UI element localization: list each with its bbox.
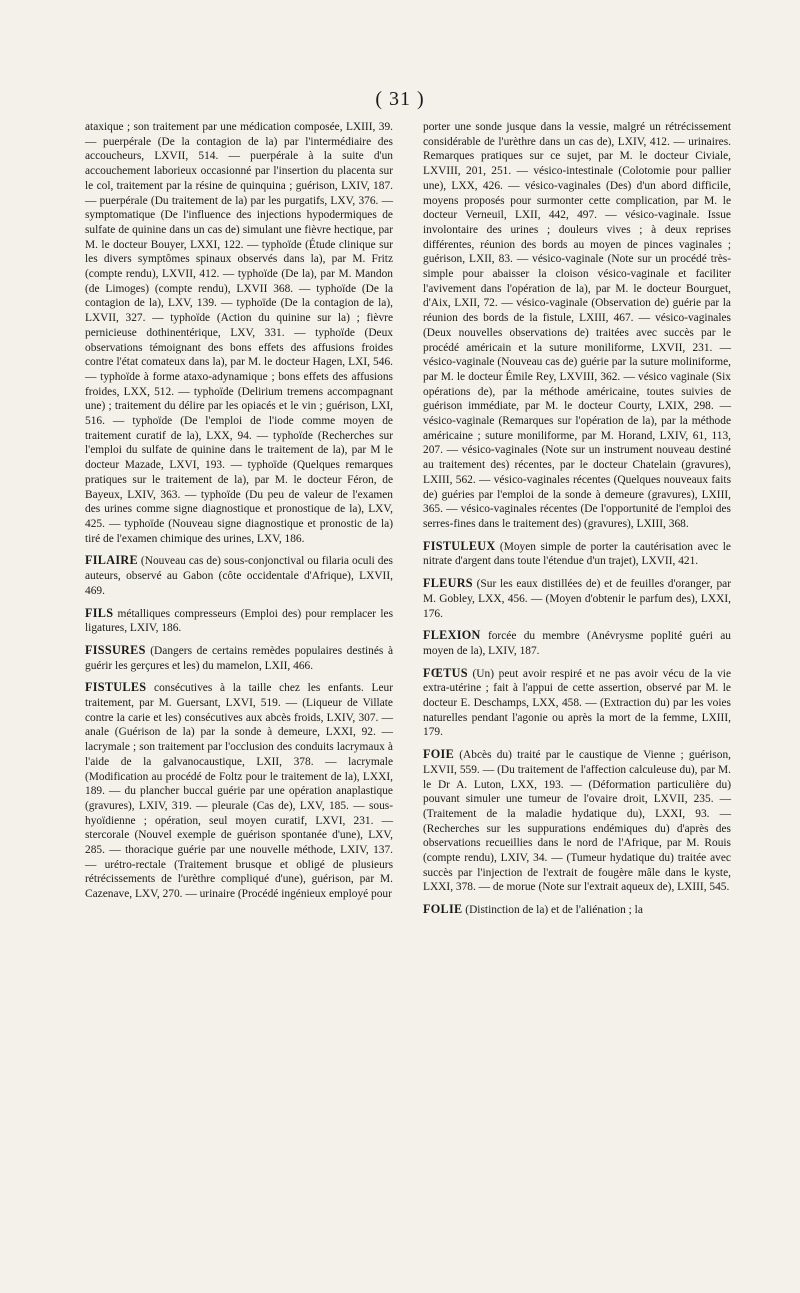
entry-heading: FOIE [423, 747, 454, 762]
index-entry: FOLIE (Distinction de la) et de l'aliénation ; la [423, 902, 643, 917]
index-entry: porter une sonde jusque dans la vessie, malgré un rétrécissement considérable de l'urèthre dans un cas de), LXIV, 412. — urinaires. Remarques pratiques sur ce sujet, par M. le docteur Civiale, LXVIII, 201, 251. — vésico-intestinale (Colotomie pour pallier une), LXX, 426. — vésico-vaginales (Des) d'un abord difficile, moyens proposés pour surmonter cette complication, par M. le docteur Verneuil, LXII, 442, 497. — vésico-vaginale. Issue involontaire des urines ; douleurs vives ; à deux reprises différentes, réunion des bords au moyen de pinces vaginales ; guérison, LXII, 83. — vésico-vaginale (Note sur un procédé très-simple pour abaisser la cloison vésico-vaginale et faciliter l'avivement dans l'opération de la), par M. le docteur Bourguet, d'Aix, LXII, 72. — vésico-vaginale (Observation de) guérie par la réunion des bords de la fistule, LXIII, 467. — vésico-vaginales (Deux nouvelles observations de) traitées avec succès par le procédé américain et la suture moniliforme, LXVII, 231. — vésico-vaginale (Nouveau cas de) guérie par la suture moliniforme, par M. le docteur Émile Rey, LXVIII, 362. — vésico vaginale (Six opérations de), par la méthode américaine, toutes suivies de guérison immédiate, par M. le docteur Courty, LXIX, 298. — vésico-vaginale (Remarques sur l'opération de la), par la méthode américaine ; suture moniliforme, par M. Horand, LXIV, 61, 113, 207. — vésico-vaginales (Note sur un instrument nouveau destiné au traitement des) récentes, par le docteur Chatelain (gravures), LXIII, 562. — vésico-vaginales récentes (Quelques nouveaux faits de) guéries par l'emploi de la sonde à demeure (gravures), LXIII, 365. — vésico-vaginales récentes (De l'opportunité de l'emploi des serres-fines dans le traitement des) (gravures), LXIII, 368. [423, 121, 731, 530]
index-entry: FOIE (Abcès du) traité par le caustique de Vienne ; guérison, LXVII, 559. — (Du traitement de l'affection calculeuse du), par M. le Dr A. Luton, LXX, 193. — (Déformation particulière du) pouvant simuler une tumeur de l'ovaire droit, LXVII, 235. — (Traitement de la maladie hydatique du), LXXI, 93. — (Recherches sur les suppurations endémiques du) d'après des observations recueillies dans le nord de l'Afrique, par M. Rouis (compte rendu), LXIV, 34. — (Tumeur hydatique du) traitée avec succès par l'injection de l'extrait de fougère mâle dans le kyste, LXXI, 378. — de morue (Note sur l'extrait aqueux de), LXIII, 545. [423, 747, 731, 894]
page-number: ( 31 ) [375, 88, 425, 110]
entry-heading: FISTULES [85, 680, 147, 695]
entry-heading: FISTULEUX [423, 538, 496, 553]
index-entry: FILAIRE (Nouveau cas de) sous-conjonctival ou filaria oculi des auteurs, observé au Gabon (côte occidentale d'Afrique), LXVII, 469. [85, 553, 393, 597]
index-entry: FISTULES consécutives à la taille chez les enfants. Leur traitement, par M. Guersant, LXVI, 519. — (Liqueur de Villate contre la carie et les) consécutives aux abcès froids, LXIV, 307. — anale (Guérison de la) par la sonde à demeure, LXXI, 92. — lacrymale ; son traitement par l'occlusion des conduits lacrymaux à l'aide de la galvanocaustique, LXII, 378. — lacrymale (Modification au procédé de Foltz pour le traitement de la), LXXI, 189. — du plancher buccal guérie par une opération anaplastique (gravures), LXIV, 319. — pleurale (Cas de), LXV, 185. — sous-hyoïdienne ; opération, seul moyen curatif, LXVI, 231. — stercorale (Nouvel exemple de guérison spontanée d'une), LXV, 285. — thoracique guérie par une nouvelle méthode, LXIV, 137. — urétro-rectale (Traitement brusque et obligé de plusieurs rétrécissements de l'urèthre compliqué d'une), guérison, par M. Cazenave, LXV, 270. — urinaire (Procédé ingénieux employé pour [85, 680, 393, 901]
index-entry: FISSURES (Dangers de certains remèdes populaires destinés à guérir les gerçures et les) du mamelon, LXII, 466. [85, 642, 393, 672]
entry-heading: FILS [85, 605, 114, 620]
right-column [423, 120, 731, 925]
index-entry: ataxique ; son traitement par une médication composée, LXIII, 39. — puerpérale (De la contagion de la) par l'intermédiaire des accoucheurs, LXVII, 514. — puerpérale à la suite d'un accouchement laborieux occasionné par l'insertion du placenta sur le col, traitement par la résine de quinquina ; guérison, LXIV, 187. — puerpérale (Du traitement de la) par les purgatifs, LXV, 376. — symptomatique (De l'influence des injections hypodermiques de sulfate de quinine dans un cas de) simulant une fièvre hectique, par M. le docteur Bouyer, LXXI, 122. — typhoïde (Étude clinique sur les divers symptômes spinaux observés dans la), par M. Fritz (compte rendu), LXVII, 412. — typhoïde (De la), par M. Mandon (de Limoges) (compte rendu), LXVII 368. — typhoïde (De la contagion de la), LXV, 139. — typhoïde (De la contagion de la), LXVII, 327. — typhoïde (Action du quinine sur la) ; fièvre pernicieuse dothinentérique, LXV, 331. — typhoïde (Deux observations témoignant des bons effets des affusions froides contre l'état comateux dans la), par M. le docteur Hagen, LXI, 546. — typhoïde à forme ataxo-adynamique ; bons effets des affusions froides, LXX, 512. — typhoïde (Delirium tremens accompagnant une) ; traitement du délire par les opiacés et le vin ; guérison, LXI, 516. — typhoïde (De l'emploi de l'iode comme moyen de traitement curatif de la), LXX, 94. — typhoïde (Recherches sur l'emploi du sulfate de quinine dans le traitement de la), par M le docteur Mazade, LXVI, 193. — typhoïde (Quelques remarques pratiques sur le traitement de la), par M. le docteur Féron, de Bayeux, LXIV, 363. — typhoïde (Du peu de valeur de l'examen des urines comme signe diagnostique et pronostique de la), LXV, 425. — typhoïde (Nouveau signe diagnostique et pronostic de la) tiré de l'examen chimique des urines, LXV, 186. [85, 121, 393, 545]
entry-heading: FISSURES [85, 642, 146, 657]
index-entry: FLEXION forcée du membre (Anévrysme poplité guéri au moyen de la), LXIV, 187. [423, 628, 731, 657]
index-entry: FŒTUS (Un) peut avoir respiré et ne pas avoir vécu de la vie extra-utérine ; fait à l'appui de cette assertion, observé par M. le docteur E. Deschamps, LXX, 458. — (Extraction du) par les voies naturelles pendant l'agonie ou après la mort de la femme, LXIII, 179. [423, 665, 731, 739]
entry-heading: FŒTUS [423, 665, 468, 680]
entry-heading: FILAIRE [85, 553, 138, 568]
entry-heading: FLEURS [423, 576, 473, 591]
index-entry: FILS métalliques compresseurs (Emploi des) pour remplacer les ligatures, LXIV, 186. [85, 605, 393, 635]
index-entry: FISTULEUX (Moyen simple de porter la cautérisation avec le nitrate d'argent dans toute l'étendue d'un trajet), LXVII, 421. [423, 538, 731, 568]
entry-heading: FLEXION [423, 628, 481, 643]
entry-heading: FOLIE [423, 902, 463, 917]
left-column [85, 120, 393, 909]
index-entry: FLEURS (Sur les eaux distillées de) et de feuilles d'oranger, par M. Gobley, LXX, 456. — (Moyen d'obtenir le parfum des), LXXI, 176. [423, 576, 731, 620]
